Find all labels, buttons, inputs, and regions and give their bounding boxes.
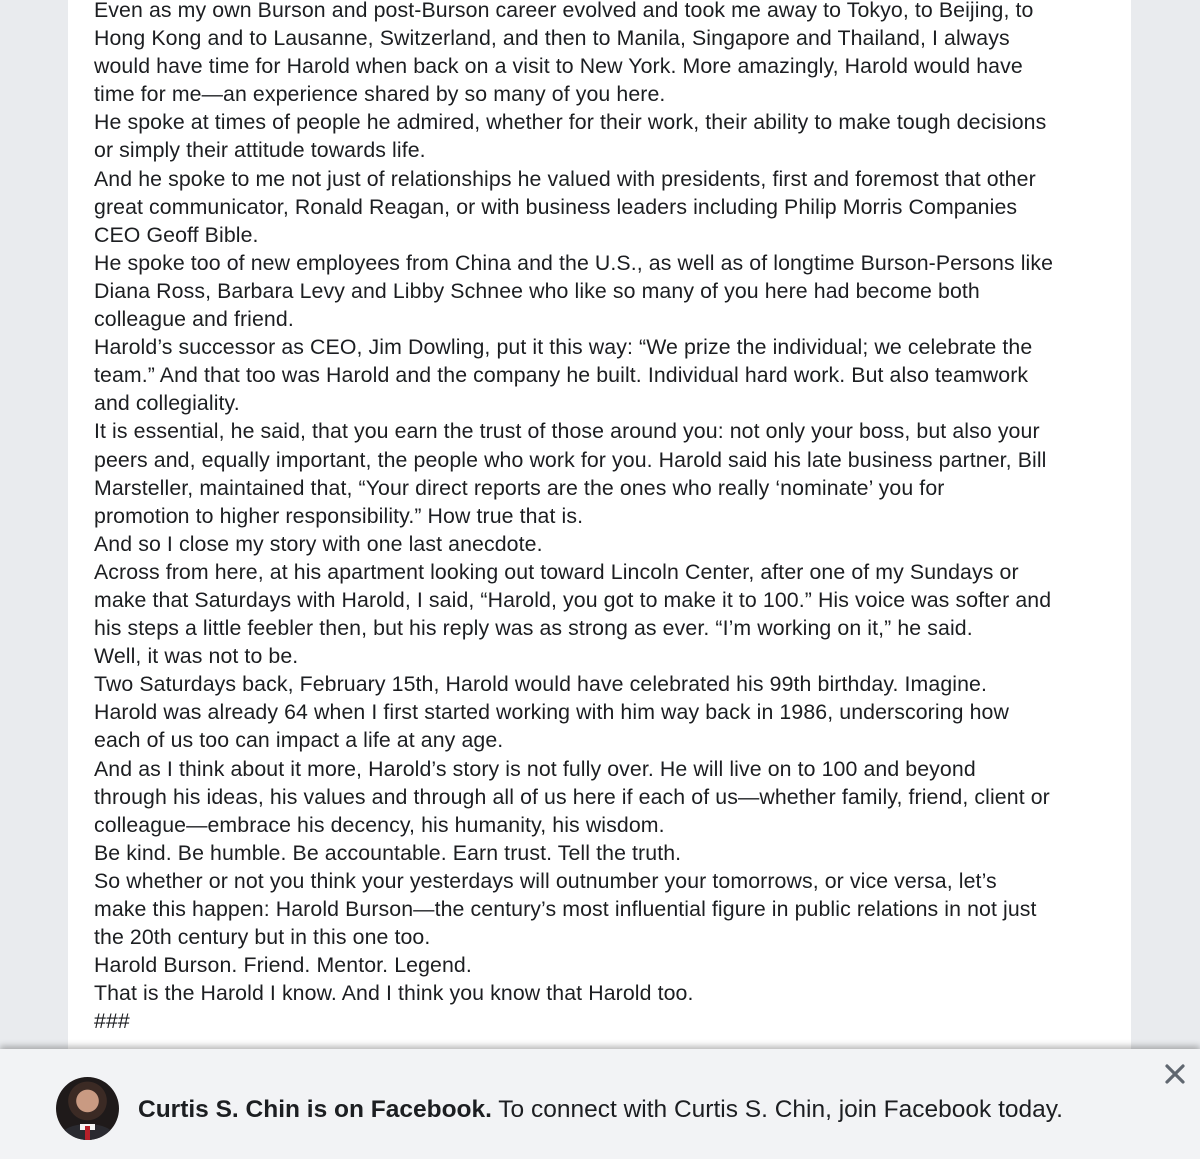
post-card [68, 0, 1131, 1060]
post-paragraph: He spoke at times of people he admired, whether for their work, their ability to make tough decisions or simply their attitude towards life. [94, 110, 1047, 163]
post-paragraph: That is the Harold I know. And I think you know that Harold too. [94, 981, 694, 1006]
join-facebook-banner [0, 1049, 1200, 1159]
post-paragraph: Even as my own Burson and post-Burson career evolved and took me away to Tokyo, to Beijing, to Hong Kong and to Lausanne, Switzerland, and then to Manila, Singapore and Thailand, I always would have time for Harold when back on a visit to New York. More amazingly, Harold would have time for me—an experience shared by so many of you here. [94, 0, 1034, 107]
close-icon-glyph [1162, 1061, 1188, 1087]
post-paragraph: Across from here, at his apartment looking out toward Lincoln Center, after one of my Sundays or make that Saturdays with Harold, I said, “Harold, you got to make it to 100.” His voice was softer and his steps a little feebler then, but his reply was as strong as ever. “I’m working on it,” he said. [94, 559, 1052, 641]
post-paragraph: ### [94, 1009, 130, 1034]
post-body [94, 0, 1124, 1035]
post-paragraph: And he spoke to me not just of relationships he valued with presidents, first and foremost that other great communicator, Ronald Reagan, or with business leaders including Philip Morris Companies CEO Geoff Bible. [94, 166, 1036, 247]
banner-profile-name-link[interactable]: Curtis S. Chin is on Facebook. [138, 1096, 492, 1123]
post-paragraph: He spoke too of new employees from China and the U.S., as well as of longtime Burson-Persons like Diana Ross, Barbara Levy and Libby Schnee who like so many of you here had become both colleague and friend. [94, 250, 1054, 332]
profile-avatar[interactable] [56, 1077, 119, 1140]
post-paragraph: It is essential, he said, that you earn the trust of those around you: not only your boss, but also your peers and, equally important, the people who work for you. Harold said his late business partner, Bill Marsteller, maintained that, “Your direct reports are the ones who really ‘nominate’ you for promotion to higher responsibility.” How true that is. [94, 419, 1047, 528]
close-icon[interactable] [1162, 1061, 1188, 1087]
post-paragraph: Harold Burson. Friend. Mentor. Legend. [94, 953, 472, 978]
post-paragraph: Well, it was not to be. [94, 644, 299, 669]
post-paragraph: Two Saturdays back, February 15th, Harold would have celebrated his 99th birthday. Imagine. Harold was already 64 when I first started working with him way back in 1986, underscoring how each of us too can impact a life at any age. [94, 672, 1009, 753]
post-paragraph: Harold’s successor as CEO, Jim Dowling, put it this way: “We prize the individual; we celebrate the team.” And that too was Harold and the company he built. Individual hard work. But also teamwork and collegiality. [94, 335, 1033, 416]
post-paragraph: And as I think about it more, Harold’s story is not fully over. He will live on to 100 and beyond through his ideas, his values and through all of us here if each of us—whether family, friend, client or colleague—embrace his decency, his humanity, his wisdom. [94, 756, 1050, 837]
banner-join-text: To connect with Curtis S. Chin, join Facebook today. [491, 1096, 1063, 1123]
post-paragraph: Be kind. Be humble. Be accountable. Earn trust. Tell the truth. [94, 840, 682, 865]
avatar-tie [85, 1126, 90, 1140]
banner-message [138, 1095, 1063, 1125]
post-paragraph: And so I close my story with one last anecdote. [94, 531, 543, 556]
post-paragraph: So whether or not you think your yesterdays will outnumber your tomorrows, or vice versa, let’s make this happen: Harold Burson—the century’s most influential figure in public relations in not just the 20th century but in this one too. [94, 868, 1037, 950]
